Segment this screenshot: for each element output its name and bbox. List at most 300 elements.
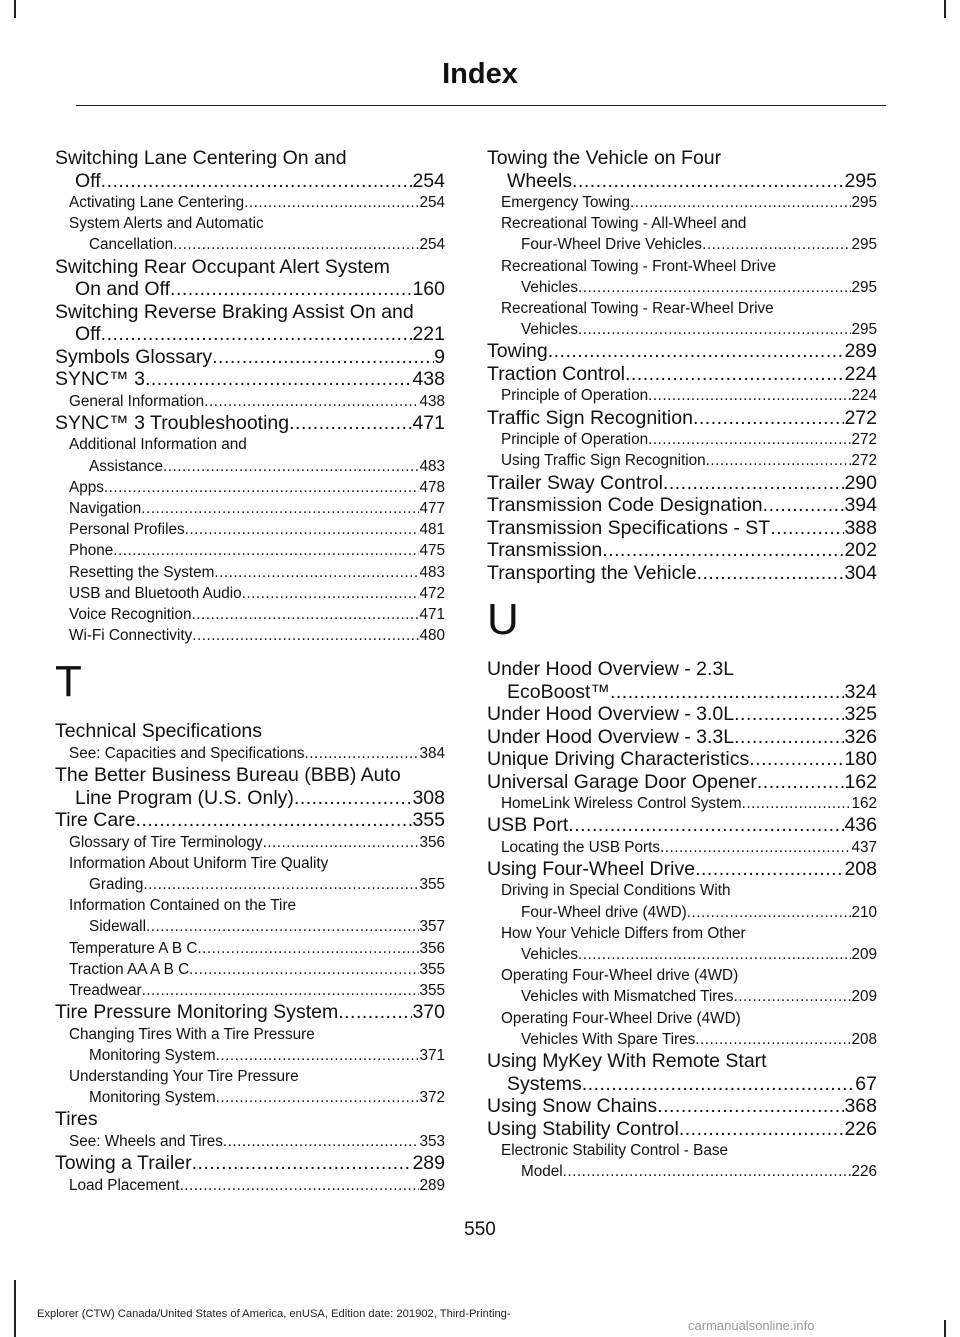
index-entry-label: Phone <box>69 542 114 560</box>
index-entry-label: Traction Control <box>487 362 625 385</box>
index-subentry[interactable] <box>501 298 877 340</box>
index-subentry[interactable] <box>69 434 445 476</box>
index-entry[interactable] <box>487 517 877 540</box>
index-subentry[interactable] <box>501 793 877 814</box>
dot-leader <box>216 1087 420 1108</box>
index-page-number: 438 <box>419 392 445 410</box>
index-column-left <box>55 147 445 1196</box>
index-subentry[interactable] <box>501 385 877 406</box>
index-page-number: 254 <box>419 194 445 211</box>
dot-leader <box>145 368 413 391</box>
index-entry-label: Using Four-Wheel Drive <box>487 857 696 880</box>
index-entry[interactable] <box>55 764 445 809</box>
dot-leader <box>742 793 852 814</box>
index-page-number: 355 <box>419 981 445 999</box>
index-page-number: 394 <box>844 494 877 517</box>
index-entry-label: Traffic Sign Recognition <box>487 406 693 429</box>
index-entry-label: Information Contained on the Tire <box>69 897 297 915</box>
index-entry-label: Additional Information and <box>69 436 247 454</box>
index-entry-label: Navigation <box>69 499 142 517</box>
index-page-number: 356 <box>419 939 445 957</box>
index-entry-label: Principle of Operation <box>501 387 649 405</box>
index-entry-label: Towing the Vehicle on Four <box>487 147 722 169</box>
index-entry[interactable] <box>487 814 877 837</box>
index-entry-label: Using Snow Chains <box>487 1095 658 1118</box>
index-entry-label: Transmission Specifications - ST <box>487 516 771 539</box>
dot-leader <box>693 407 845 430</box>
index-page-number: 368 <box>844 1095 877 1118</box>
index-entry-label: Towing a Trailer <box>55 1152 192 1175</box>
index-entry-label: Unique Driving Characteristics <box>487 748 750 771</box>
index-entry-label: Recreational Towing - Front-Wheel Drive <box>501 257 777 275</box>
index-subentry[interactable] <box>69 213 445 255</box>
crop-mark-top-right <box>944 0 946 18</box>
index-page-number: 67 <box>855 1072 877 1095</box>
dot-leader <box>602 539 844 562</box>
dot-leader <box>305 743 420 764</box>
index-entry-label: System Alerts and Automatic <box>69 215 264 233</box>
index-page-number: 9 <box>434 345 445 368</box>
index-entry-label: Under Hood Overview - 3.0L <box>487 703 735 726</box>
dot-leader <box>548 340 845 363</box>
index-entry-label: Voice Recognition <box>69 605 192 623</box>
index-entry[interactable] <box>487 771 877 794</box>
index-page-number: 324 <box>844 680 877 703</box>
index-entry-label: Understanding Your Tire Pressure <box>69 1068 299 1086</box>
index-entry-label: General Information <box>69 392 205 410</box>
index-subentry[interactable] <box>69 604 445 625</box>
index-entry-label: USB and Bluetooth Audio <box>69 584 242 602</box>
index-entry[interactable] <box>487 858 877 881</box>
dot-leader <box>192 625 419 646</box>
index-subentry[interactable] <box>69 1175 445 1196</box>
index-entry[interactable] <box>487 703 877 726</box>
dot-leader <box>648 429 851 450</box>
index-page-number: 325 <box>844 703 877 726</box>
dot-leader <box>244 192 419 213</box>
index-page-number: 353 <box>419 1132 445 1150</box>
watermark: carmanualsonline.info <box>688 1318 815 1333</box>
index-subentry[interactable] <box>69 192 445 213</box>
index-subentry[interactable] <box>69 832 445 853</box>
index-subentry[interactable] <box>501 923 877 965</box>
index-entry-label: Glossary of Tire Terminology <box>69 833 263 851</box>
index-subentry[interactable] <box>69 938 445 959</box>
index-page-number: 162 <box>851 795 877 813</box>
index-entry-label: Line Program (U.S. Only) <box>75 786 294 809</box>
index-page-number: 355 <box>412 809 445 832</box>
index-entry-label: Electronic Stability Control - Base <box>501 1142 728 1160</box>
index-entry-label: Symbols Glossary <box>55 345 213 368</box>
dot-leader <box>289 412 412 435</box>
index-page-number: 210 <box>851 903 877 921</box>
index-entry[interactable] <box>487 658 877 703</box>
dot-leader <box>770 517 844 540</box>
index-page-number: 384 <box>419 744 445 762</box>
index-page-number: 370 <box>412 1001 445 1024</box>
index-page-number: 272 <box>851 452 877 470</box>
index-page-number: 162 <box>844 770 877 793</box>
index-entry[interactable] <box>55 809 445 832</box>
index-page-number: 254 <box>419 236 445 254</box>
index-entry[interactable] <box>487 1118 877 1141</box>
dot-leader <box>142 980 420 1001</box>
dot-leader <box>734 726 844 749</box>
dot-leader <box>578 944 851 965</box>
index-entry-label: Tire Pressure Monitoring System <box>55 1001 339 1024</box>
index-section-letter: U <box>487 595 519 645</box>
index-subentry[interactable] <box>501 880 877 922</box>
index-entry-label: Transporting the Vehicle <box>487 561 697 584</box>
index-entry-label: Switching Reverse Braking Assist On and <box>55 300 414 323</box>
index-subentry[interactable] <box>69 895 445 937</box>
dot-leader <box>185 519 420 540</box>
crop-mark-bottom-left <box>14 1280 16 1337</box>
index-entry-label: How Your Vehicle Differs from Other <box>501 924 746 942</box>
index-entry[interactable] <box>55 368 445 391</box>
index-entry-label: Information About Uniform Tire Quality <box>69 854 329 872</box>
index-entry-label: Operating Four-Wheel drive (4WD) <box>501 967 739 985</box>
index-entry[interactable] <box>55 1001 445 1024</box>
index-entry-label: Changing Tires With a Tire Pressure <box>69 1025 315 1043</box>
index-subentry[interactable] <box>501 192 877 213</box>
dot-leader <box>101 323 413 346</box>
index-entry-label: Tire Care <box>55 809 136 832</box>
dot-leader <box>572 170 844 193</box>
index-entry-label: Recreational Towing - Rear-Wheel Drive <box>501 300 774 318</box>
index-entry[interactable] <box>487 1095 877 1118</box>
index-page-number: 272 <box>844 406 877 429</box>
index-entry-label: Off <box>75 323 101 346</box>
dot-leader <box>197 938 419 959</box>
dot-leader <box>663 472 845 495</box>
index-page-number: 295 <box>851 321 877 339</box>
index-entry-label: Sidewall <box>89 918 146 936</box>
dot-leader <box>568 814 844 837</box>
index-page-number: 475 <box>419 542 445 560</box>
index-subentry[interactable] <box>69 583 445 604</box>
dot-leader <box>695 1029 851 1050</box>
dot-leader <box>582 1073 856 1096</box>
dot-leader <box>163 456 420 477</box>
index-entry[interactable] <box>487 562 877 585</box>
index-entry-label: Cancellation <box>89 236 174 254</box>
dot-leader <box>563 1161 852 1182</box>
dot-leader <box>223 1131 420 1152</box>
index-subentry[interactable] <box>69 540 445 561</box>
index-entry[interactable] <box>55 720 445 743</box>
dot-leader <box>697 562 845 585</box>
index-entry-label: Principle of Operation <box>501 431 649 449</box>
index-entry-label: Tires <box>55 1108 98 1131</box>
index-subentry[interactable] <box>501 837 877 858</box>
index-entry-label: Grading <box>89 875 144 893</box>
index-entry-label: Using Stability Control <box>487 1117 679 1140</box>
index-entry-label: Four-Wheel Drive Vehicles <box>521 236 703 254</box>
dot-leader <box>214 562 419 583</box>
index-entry-label: SYNC™ 3 <box>55 368 145 391</box>
dot-leader <box>702 234 851 255</box>
dot-leader <box>141 498 419 519</box>
dot-leader <box>338 1001 412 1024</box>
index-entry[interactable] <box>55 256 445 301</box>
index-entry[interactable] <box>55 1152 445 1175</box>
index-page-number: 208 <box>851 1030 877 1048</box>
dot-leader <box>757 771 845 794</box>
index-subentry[interactable] <box>69 477 445 498</box>
index-entry-label: Personal Profiles <box>69 521 185 539</box>
dot-leader <box>101 170 413 193</box>
index-subentry[interactable] <box>69 562 445 583</box>
index-entry-label: Assistance <box>89 457 163 475</box>
index-page-number: 355 <box>419 960 445 978</box>
index-entry-label: Temperature A B C <box>69 939 198 957</box>
dot-leader <box>734 703 844 726</box>
index-page-number: 209 <box>851 946 877 964</box>
index-page-number: 304 <box>844 561 877 584</box>
dot-leader <box>679 1118 845 1141</box>
index-entry[interactable] <box>487 407 877 430</box>
dot-leader <box>104 477 420 498</box>
index-page-number: 295 <box>851 278 877 296</box>
dot-leader <box>242 583 420 604</box>
index-entry-label: Model <box>521 1163 563 1181</box>
index-page-number: 478 <box>419 478 445 496</box>
index-entry-label: Transmission <box>487 539 603 562</box>
dot-leader <box>189 959 419 980</box>
index-subentry[interactable] <box>501 1008 877 1050</box>
index-entry-label: Using MyKey With Remote Start <box>487 1050 767 1073</box>
index-entry-label: Wi-Fi Connectivity <box>69 627 193 645</box>
index-entry[interactable] <box>487 472 877 495</box>
dot-leader <box>170 278 412 301</box>
index-entry-label: Systems <box>507 1072 582 1095</box>
index-entry-label: Activating Lane Centering <box>69 194 245 211</box>
page-title: Index <box>442 58 518 90</box>
dot-leader <box>763 494 845 517</box>
index-entry-label: Operating Four-Wheel Drive (4WD) <box>501 1009 741 1027</box>
index-entry-label: Recreational Towing - All-Wheel and <box>501 215 747 233</box>
index-entry[interactable] <box>487 1050 877 1095</box>
index-entry[interactable] <box>487 494 877 517</box>
index-page-number: 180 <box>844 748 877 771</box>
index-subentry[interactable] <box>501 256 877 298</box>
index-entry[interactable] <box>487 726 877 749</box>
index-entry-label: Trailer Sway Control <box>487 471 663 494</box>
index-page-number: 471 <box>412 411 445 434</box>
dot-leader <box>180 1175 420 1196</box>
index-entry-label: Technical Specifications <box>55 720 263 743</box>
index-entry-label: Treadwear <box>69 981 142 999</box>
index-entry-label: Vehicles <box>521 946 578 964</box>
index-page-number: 372 <box>419 1089 445 1107</box>
index-page-number: 272 <box>851 431 877 449</box>
index-entry-label: Monitoring System <box>89 1046 216 1064</box>
index-entry-label: Traction AA A B C <box>69 960 190 978</box>
index-entry-label: Monitoring System <box>89 1089 216 1107</box>
dot-leader <box>212 346 434 369</box>
dot-leader <box>657 1095 844 1118</box>
index-entry[interactable] <box>487 539 877 562</box>
dot-leader <box>143 874 419 895</box>
index-page-number: 209 <box>851 988 877 1006</box>
index-page-number: 483 <box>419 457 445 475</box>
dot-leader <box>706 450 852 471</box>
index-entry-label: Vehicles With Spare Tires <box>521 1030 696 1048</box>
index-subentry[interactable] <box>69 1024 445 1066</box>
dot-leader <box>749 748 844 771</box>
crop-mark-bottom-right <box>944 1320 946 1337</box>
dot-leader <box>204 391 419 412</box>
index-entry-label: Wheels <box>507 169 573 192</box>
dot-leader <box>136 809 413 832</box>
index-entry-label: Load Placement <box>69 1176 180 1194</box>
index-entry-label: Vehicles <box>521 321 578 339</box>
index-page-number: 295 <box>844 169 877 192</box>
index-subentry[interactable] <box>69 498 445 519</box>
index-subentry[interactable] <box>501 965 877 1007</box>
index-page-number: 481 <box>419 521 445 539</box>
index-entry[interactable] <box>55 301 445 346</box>
index-subentry[interactable] <box>69 743 445 764</box>
index-page-number: 371 <box>419 1046 445 1064</box>
index-entry-label: Off <box>75 169 101 192</box>
index-page-number: 289 <box>419 1176 445 1194</box>
index-page-number: 208 <box>844 857 877 880</box>
index-entry-label: Using Traffic Sign Recognition <box>501 452 706 470</box>
index-entry-label: Driving in Special Conditions With <box>501 882 731 900</box>
index-page-number: 160 <box>412 278 445 301</box>
dot-leader <box>660 837 851 858</box>
index-entry[interactable] <box>487 340 877 363</box>
index-page-number: 356 <box>419 833 445 851</box>
index-entry-label: See: Wheels and Tires <box>69 1132 223 1150</box>
index-entry-label: USB Port <box>487 814 569 837</box>
index-page-number: 388 <box>844 516 877 539</box>
index-subentry[interactable] <box>69 1066 445 1108</box>
index-column-right <box>487 147 877 1182</box>
dot-leader <box>263 832 420 853</box>
index-page-number: 357 <box>419 918 445 936</box>
dot-leader <box>216 1045 420 1066</box>
dot-leader <box>191 604 419 625</box>
dot-leader <box>648 385 851 406</box>
index-entry-label: HomeLink Wireless Control System <box>501 795 742 813</box>
index-entry[interactable] <box>487 748 877 771</box>
index-entry-label: Locating the USB Ports <box>501 838 661 856</box>
index-subentry[interactable] <box>69 391 445 412</box>
index-entry-label: Apps <box>69 478 104 496</box>
index-page-number: 289 <box>844 340 877 363</box>
index-entry[interactable] <box>487 147 877 192</box>
dot-leader <box>625 363 844 386</box>
index-entry-label: Four-Wheel drive (4WD) <box>521 903 687 921</box>
index-page-number: 295 <box>851 194 877 211</box>
index-subentry[interactable] <box>69 853 445 895</box>
index-page-number: 472 <box>419 584 445 602</box>
index-subentry[interactable] <box>69 959 445 980</box>
index-entry[interactable] <box>55 1108 445 1131</box>
index-page-number: 221 <box>412 323 445 346</box>
index-entry-label: On and Off <box>75 278 171 301</box>
index-entry-label: Resetting the System <box>69 563 215 581</box>
dot-leader <box>578 277 851 298</box>
index-page-number: 295 <box>851 236 877 254</box>
dot-leader <box>630 192 852 213</box>
index-entry-label: Switching Rear Occupant Alert System <box>55 255 390 278</box>
index-entry-label: Under Hood Overview - 2.3L <box>487 658 735 681</box>
index-page-number: 480 <box>419 627 445 645</box>
dot-leader <box>734 986 852 1007</box>
index-page-number: 226 <box>844 1117 877 1140</box>
index-page-number: 289 <box>412 1152 445 1175</box>
index-subentry[interactable] <box>69 1131 445 1152</box>
index-subentry[interactable] <box>69 980 445 1001</box>
index-page-number: 483 <box>419 563 445 581</box>
index-page-number: 308 <box>412 786 445 809</box>
index-entry-label: Vehicles with Mismatched Tires <box>521 988 734 1006</box>
index-page-number: 471 <box>419 605 445 623</box>
index-page-number: 326 <box>844 725 877 748</box>
index-subentry[interactable] <box>501 213 877 255</box>
index-entry-label: Vehicles <box>521 278 578 296</box>
index-entry[interactable] <box>55 346 445 369</box>
index-page-number: 226 <box>851 1163 877 1181</box>
index-entry[interactable] <box>55 147 445 192</box>
index-entry-label: Under Hood Overview - 3.3L <box>487 725 735 748</box>
index-entry-label: EcoBoost™ <box>507 680 610 703</box>
dot-leader <box>610 681 844 704</box>
index-entry-label: The Better Business Bureau (BBB) Auto <box>55 764 401 787</box>
index-entry-label: Switching Lane Centering On and <box>55 147 347 169</box>
index-entry-label: See: Capacities and Specifications <box>69 744 305 762</box>
dot-leader <box>687 902 852 923</box>
index-entry-label: Towing <box>487 340 548 363</box>
index-page-number: 437 <box>851 838 877 856</box>
index-page-number: 290 <box>844 471 877 494</box>
index-section-letter: T <box>55 657 82 707</box>
dot-leader <box>113 540 419 561</box>
index-entry[interactable] <box>55 412 445 435</box>
page-number: 550 <box>464 1219 496 1240</box>
index-entry[interactable] <box>487 363 877 386</box>
index-page-number: 202 <box>844 539 877 562</box>
index-page-number: 224 <box>844 362 877 385</box>
index-page-number: 224 <box>851 387 877 405</box>
dot-leader <box>294 787 413 810</box>
index-entry-label: Emergency Towing <box>501 194 630 211</box>
index-subentry[interactable] <box>69 625 445 646</box>
header-divider <box>76 105 886 106</box>
index-subentry[interactable] <box>501 450 877 471</box>
index-subentry[interactable] <box>69 519 445 540</box>
dot-leader <box>578 319 851 340</box>
index-page-number: 436 <box>844 814 877 837</box>
index-entry-label: Universal Garage Door Opener <box>487 770 757 793</box>
dot-leader <box>695 858 844 881</box>
dot-leader <box>173 234 419 255</box>
index-entry-label: Transmission Code Designation <box>487 494 763 517</box>
index-page-number: 254 <box>412 169 445 192</box>
index-subentry[interactable] <box>501 429 877 450</box>
dot-leader <box>146 916 420 937</box>
index-page-number: 438 <box>412 368 445 391</box>
edition-footer: Explorer (CTW) Canada/United States of America, enUSA, Edition date: 201902, Third-Printing- <box>37 1308 511 1320</box>
dot-leader <box>192 1152 413 1175</box>
index-entry-label: SYNC™ 3 Troubleshooting <box>55 411 290 434</box>
index-subentry[interactable] <box>501 1140 877 1182</box>
index-page-number: 477 <box>419 499 445 517</box>
